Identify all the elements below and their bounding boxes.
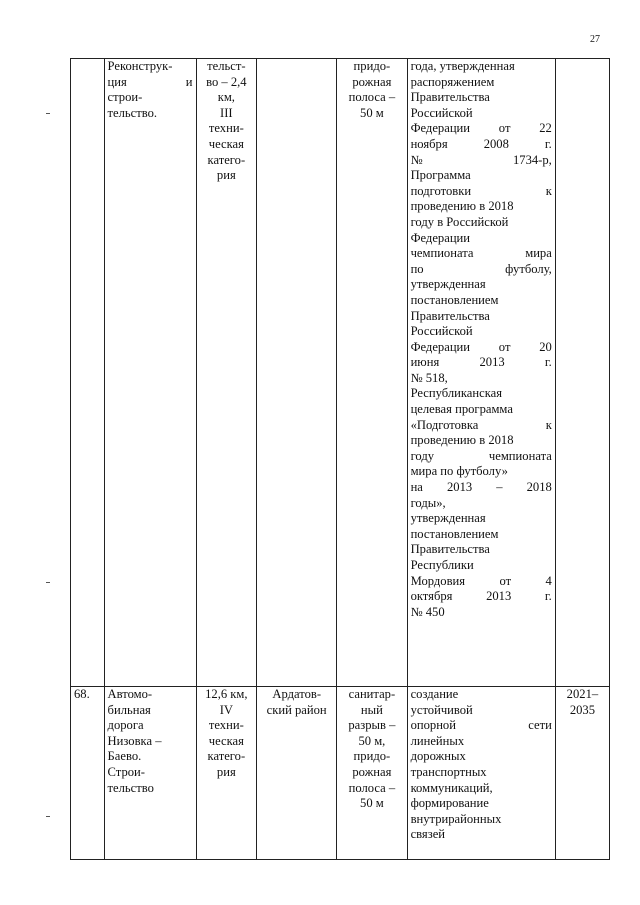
basis-line: чемпионата мира — [410, 246, 552, 261]
object-name-line: Баево. — [107, 749, 142, 764]
basis-line: № 450 — [410, 604, 445, 619]
basis-line: Российской — [410, 105, 473, 120]
basis-line: коммуникаций, — [410, 780, 493, 795]
parameter-line: ческая — [208, 136, 244, 151]
basis-line: № 518, — [410, 370, 448, 385]
basis-line: внутрирайонных — [410, 811, 502, 826]
basis-line: утвержденная — [410, 277, 486, 292]
basis-line: Правительства — [410, 542, 490, 557]
parameter-line: катего- — [207, 152, 246, 167]
basis-line: постановлением — [410, 526, 499, 541]
period-line: 2035 — [569, 702, 595, 717]
basis-line: связей — [410, 827, 446, 842]
parameter-line: рия — [216, 764, 236, 779]
zone-line: придо- — [353, 59, 391, 73]
basis-line: Республиканская — [410, 386, 503, 401]
object-name-line: дорога — [107, 718, 144, 733]
cell-district — [257, 59, 337, 687]
parameter-line: IV — [219, 702, 233, 717]
zone-line: рожная — [352, 764, 392, 779]
table-row — [71, 687, 610, 860]
basis-line: дорожных — [410, 749, 466, 764]
zone-line: 50 м — [360, 796, 384, 811]
basis-line: создание — [410, 687, 459, 701]
zone-line: 50 м, — [358, 733, 386, 748]
basis-line: Программа — [410, 168, 471, 183]
basis-line: ноября 2008 г. — [410, 136, 552, 151]
basis-line: Мордовия от 4 — [410, 573, 552, 588]
basis-line: подготовки к — [410, 183, 552, 198]
table-row — [71, 59, 610, 687]
parameter-line: 12,6 км, — [205, 687, 248, 701]
district-line: ский район — [266, 702, 327, 717]
basis-line: постановлением — [410, 292, 499, 307]
zone-line: полоса – — [348, 780, 396, 795]
parameter-line: ческая — [208, 733, 244, 748]
basis-line: формирование — [410, 796, 489, 811]
zone-line: придо- — [353, 749, 391, 764]
basis-line: Федерации от 20 — [410, 339, 552, 354]
basis-line: линейных — [410, 733, 465, 748]
zone-line: ный — [360, 702, 383, 717]
scan-mark — [46, 113, 50, 114]
zone-line: 50 м — [360, 105, 384, 120]
parameter-line: тельст- — [207, 59, 246, 73]
basis-line: «Подготовка к — [410, 417, 552, 432]
object-name-line: Низовка – — [107, 733, 162, 748]
basis-line: проведению в 2018 — [410, 199, 514, 214]
parameter-line: техни- — [208, 718, 244, 733]
basis-line: Республики — [410, 558, 474, 572]
parameter-line: рия — [216, 168, 236, 183]
zone-line: разрыв – — [348, 718, 396, 733]
scan-mark — [46, 582, 50, 583]
parameter-line: техни- — [208, 121, 244, 136]
zone-line: полоса – — [348, 90, 396, 105]
parameter-line: III — [220, 105, 233, 120]
cell-period — [555, 687, 609, 860]
basis-line: Российской — [410, 324, 473, 339]
cell-number: 68. — [71, 687, 105, 860]
cell-object-name — [104, 687, 196, 860]
basis-line: по футболу, — [410, 261, 552, 276]
basis-line: № 1734-р, — [410, 152, 552, 167]
object-name-line: Реконструк- — [107, 59, 173, 73]
basis-line: Федерации — [410, 230, 471, 245]
parameter-line: км, — [217, 90, 235, 105]
object-name-line: Автомо- — [107, 687, 153, 701]
object-name-line: тельство — [107, 780, 154, 795]
parameter-line: катего- — [207, 749, 246, 764]
basis-line: года, утвержденная — [410, 59, 515, 73]
cell-parameters — [196, 687, 257, 860]
cell-object-name — [104, 59, 196, 687]
basis-line: распоряжением — [410, 74, 495, 89]
basis-line: мира по футболу» — [410, 464, 508, 479]
cell-basis — [407, 59, 555, 687]
cell-zone — [337, 59, 407, 687]
basis-line: октября 2013 г. — [410, 589, 552, 604]
page-number: 27 — [590, 34, 600, 45]
objects-table — [70, 58, 610, 860]
basis-line: целевая программа — [410, 402, 513, 417]
basis-line: Правительства — [410, 308, 490, 323]
basis-line: Федерации от 22 — [410, 121, 552, 136]
cell-basis — [407, 687, 555, 860]
zone-line: санитар- — [348, 687, 396, 701]
cell-period — [555, 59, 609, 687]
scan-mark — [46, 816, 50, 817]
basis-line: проведению в 2018 — [410, 433, 514, 448]
cell-district — [257, 687, 337, 860]
basis-line: году в Российской — [410, 214, 509, 229]
object-name-line: строи- — [107, 90, 143, 105]
basis-line: годы», — [410, 495, 446, 510]
basis-line: июня 2013 г. — [410, 355, 552, 370]
cell-parameters — [196, 59, 257, 687]
basis-line: Правительства — [410, 90, 490, 105]
period-line: 2021– — [566, 687, 599, 701]
zone-line: рожная — [352, 74, 392, 89]
object-name-line: Строи- — [107, 764, 145, 779]
parameter-line: во – 2,4 — [206, 74, 247, 89]
object-name-line: ция и — [107, 74, 193, 89]
object-name-line: бильная — [107, 702, 151, 717]
basis-line: утвержденная — [410, 511, 486, 526]
basis-line: устойчивой — [410, 702, 473, 717]
cell-number — [71, 59, 105, 687]
cell-zone — [337, 687, 407, 860]
basis-line: на 2013 – 2018 — [410, 480, 552, 495]
basis-line: году чемпионата — [410, 448, 552, 463]
district-line: Ардатов- — [272, 687, 322, 701]
basis-line: транспортных — [410, 764, 487, 779]
object-name-line: тельство. — [107, 105, 158, 120]
basis-line: опорной сети — [410, 718, 552, 733]
